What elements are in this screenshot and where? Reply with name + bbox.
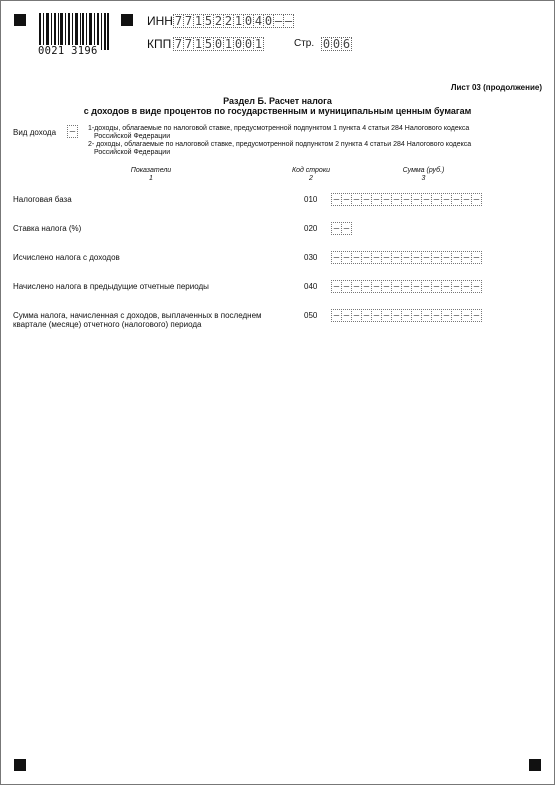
row-code-020: 020 xyxy=(304,224,318,233)
row-label-line1: Исчислено налога с доходов xyxy=(13,253,120,262)
amount-cell[interactable]: – xyxy=(351,251,362,264)
amount-cell[interactable]: – xyxy=(351,193,362,206)
amount-cell[interactable]: – xyxy=(401,193,412,206)
row-code-040: 040 xyxy=(304,282,318,291)
amount-cell[interactable]: – xyxy=(431,193,442,206)
section-subtitle: с доходов в виде процентов по государственным и муниципальным ценным бумагам xyxy=(83,106,472,116)
amount-cell[interactable]: – xyxy=(461,309,472,322)
page-label: Стр. xyxy=(294,38,315,49)
amount-cell[interactable]: – xyxy=(391,309,402,322)
amount-cell[interactable]: – xyxy=(331,193,342,206)
amount-cell[interactable]: – xyxy=(361,280,372,293)
column-header-amount-num: 3 xyxy=(421,175,426,182)
column-header-line-code-num: 2 xyxy=(309,175,313,182)
amount-cell[interactable]: – xyxy=(431,309,442,322)
column-header-line-code-text: Код строки xyxy=(291,167,331,174)
amount-cell[interactable]: – xyxy=(341,309,352,322)
row-code-030: 030 xyxy=(304,253,318,262)
amount-cell[interactable]: – xyxy=(471,251,482,264)
income-option-2-line2: Российской Федерации xyxy=(94,149,171,156)
row-label-line1: Сумма налога, начисленная с доходов, выплаченных в последнем xyxy=(13,311,262,320)
income-type-field[interactable] xyxy=(67,125,77,138)
amount-cell[interactable]: – xyxy=(411,280,422,293)
amount-cell[interactable]: – xyxy=(461,193,472,206)
row-label-line1: Начислено налога в предыдущие отчетные периоды xyxy=(13,282,209,291)
income-option-1-line1: 1-доходы, облагаемые по налоговой ставке, предусмотренной подпунктом 1 пункта 4 статьи 284 Налогового кодекса xyxy=(88,125,470,132)
amount-cell[interactable]: – xyxy=(381,251,392,264)
amount-cell[interactable]: – xyxy=(401,280,412,293)
sheet-label: Лист 03 (продолжение) xyxy=(450,83,542,92)
amount-cell[interactable]: – xyxy=(451,280,462,293)
page-number-cell[interactable]: 0 xyxy=(322,37,331,51)
inn-label: ИНН xyxy=(147,14,173,28)
column-header-amount xyxy=(386,167,461,183)
section-title: Раздел Б. Расчет налога xyxy=(223,96,332,106)
amount-cell[interactable]: – xyxy=(441,251,452,264)
amount-cell[interactable]: – xyxy=(381,309,392,322)
income-type-cell[interactable]: – xyxy=(67,125,78,138)
amount-cell[interactable]: – xyxy=(391,193,402,206)
row-label-line1: Ставка налога (%) xyxy=(13,224,82,233)
kpp-cell[interactable]: 7 xyxy=(174,37,183,51)
amount-cell[interactable]: – xyxy=(411,309,422,322)
kpp-cell[interactable]: 0 xyxy=(214,37,223,51)
kpp-cell[interactable]: 1 xyxy=(224,37,233,51)
amount-cell[interactable]: – xyxy=(391,251,402,264)
amount-cell[interactable]: – xyxy=(451,193,462,206)
row-amount-field-030[interactable] xyxy=(331,251,481,264)
amount-cell[interactable]: – xyxy=(451,309,462,322)
amount-cell[interactable]: – xyxy=(441,193,452,206)
row-code-050: 050 xyxy=(304,311,318,320)
inn-cell[interactable]: 1 xyxy=(234,14,243,28)
row-label-line2: квартале (месяце) отчетного (налогового) периода xyxy=(13,320,202,329)
amount-cell[interactable]: – xyxy=(441,309,452,322)
column-header-indicators-num: 1 xyxy=(149,175,153,182)
inn-cell[interactable]: 4 xyxy=(254,14,263,28)
corner-marker-top-middle xyxy=(121,14,133,26)
row-label-030 xyxy=(13,253,120,262)
amount-cell[interactable]: – xyxy=(351,280,362,293)
inn-cell[interactable]: 0 xyxy=(264,14,273,28)
amount-cell[interactable]: – xyxy=(331,309,342,322)
amount-cell[interactable]: – xyxy=(401,251,412,264)
amount-cell[interactable]: – xyxy=(331,280,342,293)
row-label-010 xyxy=(13,195,72,204)
row-label-020 xyxy=(13,224,81,233)
inn-cell[interactable]: 1 xyxy=(194,14,203,28)
inn-cell[interactable]: – xyxy=(284,14,293,28)
amount-cell[interactable]: – xyxy=(471,309,482,322)
row-label-line1: Налоговая база xyxy=(13,195,72,204)
kpp-cell[interactable]: 0 xyxy=(234,37,243,51)
amount-cell[interactable]: – xyxy=(451,251,462,264)
kpp-field[interactable] xyxy=(173,37,263,51)
inn-cell[interactable]: 7 xyxy=(174,14,183,28)
row-amount-field-010[interactable] xyxy=(331,193,481,206)
amount-cell[interactable]: – xyxy=(361,193,372,206)
amount-cell[interactable]: – xyxy=(421,280,432,293)
column-header-amount-text: Сумма (руб.) xyxy=(402,167,445,174)
income-option-2-line1: 2- доходы, облагаемые по налоговой ставке, предусмотренной подпунктом 2 пункта 4 статьи 284 Налогового кодекса xyxy=(88,141,472,148)
income-type-label: Вид дохода xyxy=(13,128,57,137)
page-number-field[interactable] xyxy=(321,37,351,51)
amount-cell[interactable]: – xyxy=(331,222,342,235)
corner-marker-bottom-left xyxy=(14,759,26,771)
amount-cell[interactable]: – xyxy=(461,251,472,264)
amount-cell[interactable]: – xyxy=(371,309,382,322)
amount-cell[interactable]: – xyxy=(471,193,482,206)
column-header-line-code xyxy=(286,167,336,183)
amount-cell[interactable]: – xyxy=(371,193,382,206)
inn-field[interactable] xyxy=(173,14,293,28)
amount-cell[interactable]: – xyxy=(391,280,402,293)
amount-cell[interactable]: – xyxy=(371,280,382,293)
amount-cell[interactable]: – xyxy=(341,251,352,264)
row-amount-field-020[interactable] xyxy=(331,222,351,235)
amount-cell[interactable]: – xyxy=(411,193,422,206)
kpp-cell[interactable]: 7 xyxy=(184,37,193,51)
inn-cell[interactable]: 2 xyxy=(224,14,233,28)
kpp-cell[interactable]: 5 xyxy=(204,37,213,51)
page-number-cell[interactable]: 0 xyxy=(332,37,341,51)
page-number-cell[interactable]: 6 xyxy=(342,37,351,51)
amount-cell[interactable]: – xyxy=(401,309,412,322)
amount-cell[interactable]: – xyxy=(371,251,382,264)
amount-cell[interactable]: – xyxy=(361,251,372,264)
amount-cell[interactable]: – xyxy=(351,309,362,322)
inn-cell[interactable]: – xyxy=(274,14,283,28)
inn-cell[interactable]: 5 xyxy=(204,14,213,28)
inn-cell[interactable]: 0 xyxy=(244,14,253,28)
row-code-010: 010 xyxy=(304,195,318,204)
amount-cell[interactable]: – xyxy=(421,251,432,264)
amount-cell[interactable]: – xyxy=(341,280,352,293)
corner-marker-bottom-right xyxy=(529,759,541,771)
inn-cell[interactable]: 7 xyxy=(184,14,193,28)
income-option-1 xyxy=(88,125,469,141)
amount-cell[interactable]: – xyxy=(421,193,432,206)
row-amount-field-040[interactable] xyxy=(331,280,481,293)
income-option-1-line2: Российской Федерации xyxy=(94,133,171,140)
barcode-number: 0021 3196 xyxy=(38,45,98,57)
amount-cell[interactable]: – xyxy=(381,193,392,206)
amount-cell[interactable]: – xyxy=(441,280,452,293)
corner-marker-top-left xyxy=(14,14,26,26)
row-label-050 xyxy=(13,311,262,329)
amount-cell[interactable]: – xyxy=(411,251,422,264)
inn-cell[interactable]: 2 xyxy=(214,14,223,28)
kpp-label: КПП xyxy=(147,37,172,51)
amount-cell[interactable]: – xyxy=(341,193,352,206)
amount-cell[interactable]: – xyxy=(421,309,432,322)
amount-cell[interactable]: – xyxy=(431,280,442,293)
amount-cell[interactable]: – xyxy=(361,309,372,322)
amount-cell[interactable]: – xyxy=(461,280,472,293)
column-header-indicators xyxy=(111,167,191,183)
row-amount-field-050[interactable] xyxy=(331,309,481,322)
amount-cell[interactable]: – xyxy=(341,222,352,235)
income-option-2 xyxy=(88,141,471,157)
amount-cell[interactable]: – xyxy=(471,280,482,293)
kpp-cell[interactable]: 0 xyxy=(244,37,253,51)
row-label-040 xyxy=(13,282,209,291)
kpp-cell[interactable]: 1 xyxy=(254,37,263,51)
amount-cell[interactable]: – xyxy=(381,280,392,293)
amount-cell[interactable]: – xyxy=(331,251,342,264)
column-header-indicators-text: Показатели xyxy=(130,167,172,174)
amount-cell[interactable]: – xyxy=(431,251,442,264)
kpp-cell[interactable]: 1 xyxy=(194,37,203,51)
